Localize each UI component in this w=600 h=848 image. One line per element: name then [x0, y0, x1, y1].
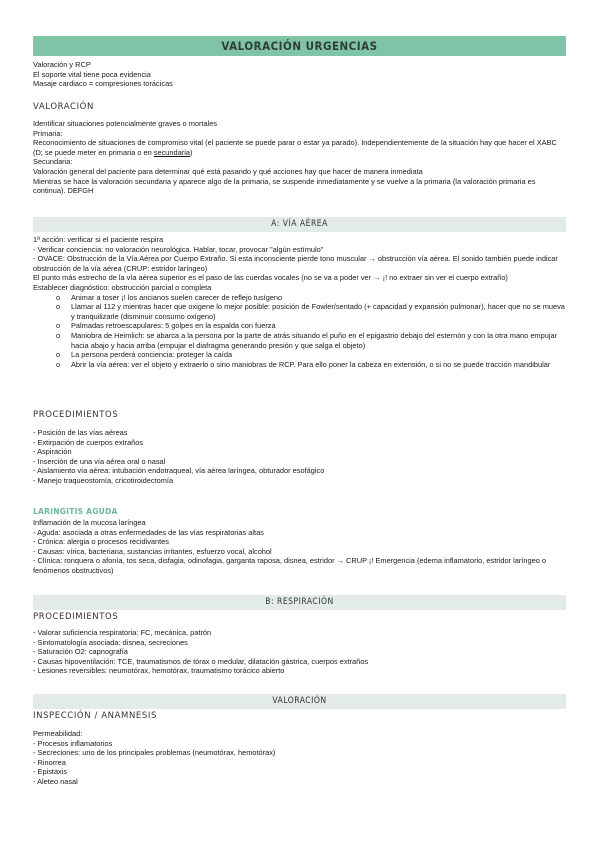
- section-bar-via-aerea: A: VÍA AÉREA: [33, 217, 566, 232]
- underlined-term: secundaria: [153, 147, 190, 157]
- page-title: VALORACIÓN URGENCIAS: [33, 36, 566, 56]
- list-item: - Posición de las vías aéreas: [33, 428, 128, 437]
- list-item: - Procesos inflamatorios: [33, 738, 113, 748]
- intro-line: Valoración y RCP: [33, 60, 91, 69]
- list-item: Permeabilidad:: [33, 729, 83, 738]
- list-item: - Causas hipoventilación: TCE, traumatismos de tórax o medular, dilatación gástrica, cuerpos extraños: [33, 656, 369, 666]
- list-item: - Inserción de una vía aérea oral o nasal: [33, 456, 166, 466]
- laringitis-block: [33, 518, 566, 576]
- section-heading-laringitis: LARINGITIS AGUDA: [33, 507, 118, 516]
- intro-block: [33, 60, 566, 89]
- list-item: o Llamar al 112 y mientras hacer que oxigene lo mejor posible: posición de Fowler/sentado (+ capacidad y expansión pulmonar), hacer que no se mueva y tranquilizarle (disminuir consumo oxígeno): [33, 302, 566, 321]
- list-item: - Epistaxis: [33, 767, 68, 777]
- list-item: - Secreciones: uno de los principales problemas (neumotórax, hemotórax): [33, 748, 276, 758]
- section-heading-procedimientos: PROCEDIMIENTOS: [33, 410, 119, 420]
- list-item: o Maniobra de Heimlich: se abarca a la persona por la parte de atrás situando el puño en el epigastrio debajo del esternón y con la otra mano empujar hacia abajo y hacia arriba (empujar el diafragma generando presión y que salga el objeto): [33, 331, 566, 350]
- bullet-list: [33, 293, 566, 370]
- list-item: - Aguda: asociada a otras enfermedades de las vías respiratorias altas: [33, 527, 264, 537]
- list-item: - Causas: vírica, bacteriana, sustancias irritantes, esfuerzo vocal, alcohol: [33, 546, 272, 556]
- text-line: 1ª acción: verificar si el paciente respira: [33, 235, 164, 244]
- via-aerea-block: [33, 235, 566, 369]
- list-item: - Extirpación de cuerpos extraños: [33, 437, 144, 447]
- list-item: o Animar a toser ¡! los ancianos suelen carecer de reflejo tusígeno: [33, 293, 566, 303]
- valoracion-block: [33, 119, 566, 196]
- list-item: o Palmadas retroescapulares: 5 golpes en la espalda con fuerza: [33, 321, 566, 331]
- text-line: Establecer diagnóstico: obstrucción parcial o completa: [33, 282, 212, 292]
- list-item: - Sintomatología asociada: disnea, secreciones: [33, 637, 188, 647]
- text-line: Valoración general del paciente para determinar qué está pasando y qué acciones hay que hacer de manera inmediata: [33, 166, 423, 176]
- list-item: o La persona perderá conciencia: proteger la caída: [33, 350, 566, 360]
- section-bar-valoracion: VALORACIÓN: [33, 694, 566, 709]
- list-item: - Clínica: ronquera o afonía, tos seca, disfagia, odinofagia, garganta raposa, disnea, estridor → CRUP ¡! Emergencia (edema inflamatorio, estridor laríngeo o fenómenos obstructivos): [33, 556, 546, 575]
- list-item: - Manejo traqueostomía, cricotiroidectomía: [33, 475, 174, 485]
- list-item: - Aspiración: [33, 447, 72, 457]
- text-line: El punto más estrecho de la vía aérea superior es el paso de las cuerdas vocales (no se va a poder ver → ¡! no extraer sin ver el cuerpo extraño): [33, 273, 508, 283]
- respiracion-block: [33, 628, 566, 676]
- text-line: - Verificar conciencia: no valoración neurológica. Hablar, tocar, provocar "algún estímulo": [33, 244, 324, 254]
- inspeccion-block: [33, 729, 566, 787]
- text-line: Primaria:: [33, 128, 63, 138]
- intro-line: El soporte vital tiene poca evidencia: [33, 69, 151, 79]
- procedimientos-block: [33, 428, 566, 486]
- intro-line: Masaje cardiaco = compresiones torácicas: [33, 79, 173, 89]
- text-line: Mientras se hace la valoración secundaria y aparece algo de la primaria, se suspende inmediatamente y se vuelve a la primaria (la valoración primaria es continua). DEFGH: [33, 176, 536, 196]
- section-bar-respiracion: B: RESPIRACIÓN: [33, 595, 566, 610]
- list-item: - Aislamiento vía aérea: intubación endotraqueal, vía aérea laríngea, obturador esofágico: [33, 466, 325, 476]
- text-line: - OVACE: Obstrucción de la Vía Aérea por Cuerpo Extraño. Si esta inconsciente pierde tono muscular → obstrucción vía aérea. El sonido también puede indicar obstrucción de la vía aérea (CRUP: estridor laríngeo): [33, 254, 558, 273]
- list-item: - Aleteo nasal: [33, 776, 78, 786]
- list-item: o Abrir la vía aérea: ver el objeto y extraerlo o sino maniobras de RCP. Para ello poner la cabeza en extensión, o si no se puede tracción mandibular: [33, 360, 566, 370]
- list-item: - Valorar suficiencia respiratoria: FC, mecánica, patrón: [33, 628, 212, 637]
- text-line: Reconocimiento de situaciones de compromiso vital (el paciente se puede parar o estar ya parado). Independientemente de la situación hay que hacer el XABC (D; se puede meter en primaria o en secundaria): [33, 138, 557, 157]
- section-heading-inspeccion: INSPECCIÓN / ANAMNESIS: [33, 711, 157, 721]
- list-item: - Crónica: alergia o procesos recidivantes: [33, 537, 169, 547]
- list-item: Inflamación de la mucosa laríngea: [33, 518, 146, 527]
- section-heading-valoracion: VALORACIÓN: [33, 102, 94, 112]
- list-item: - Lesiones reversibles: neumotórax, hemotórax, traumatismo torácico abierto: [33, 666, 285, 676]
- section-heading-procedimientos-b: PROCEDIMIENTOS: [33, 612, 119, 622]
- list-item: - Saturación O2: capnografía: [33, 647, 128, 657]
- text-line: Identificar situaciones potencialmente graves o mortales: [33, 119, 218, 128]
- text-line: Secundaria:: [33, 157, 73, 167]
- list-item: - Rinorrea: [33, 757, 66, 767]
